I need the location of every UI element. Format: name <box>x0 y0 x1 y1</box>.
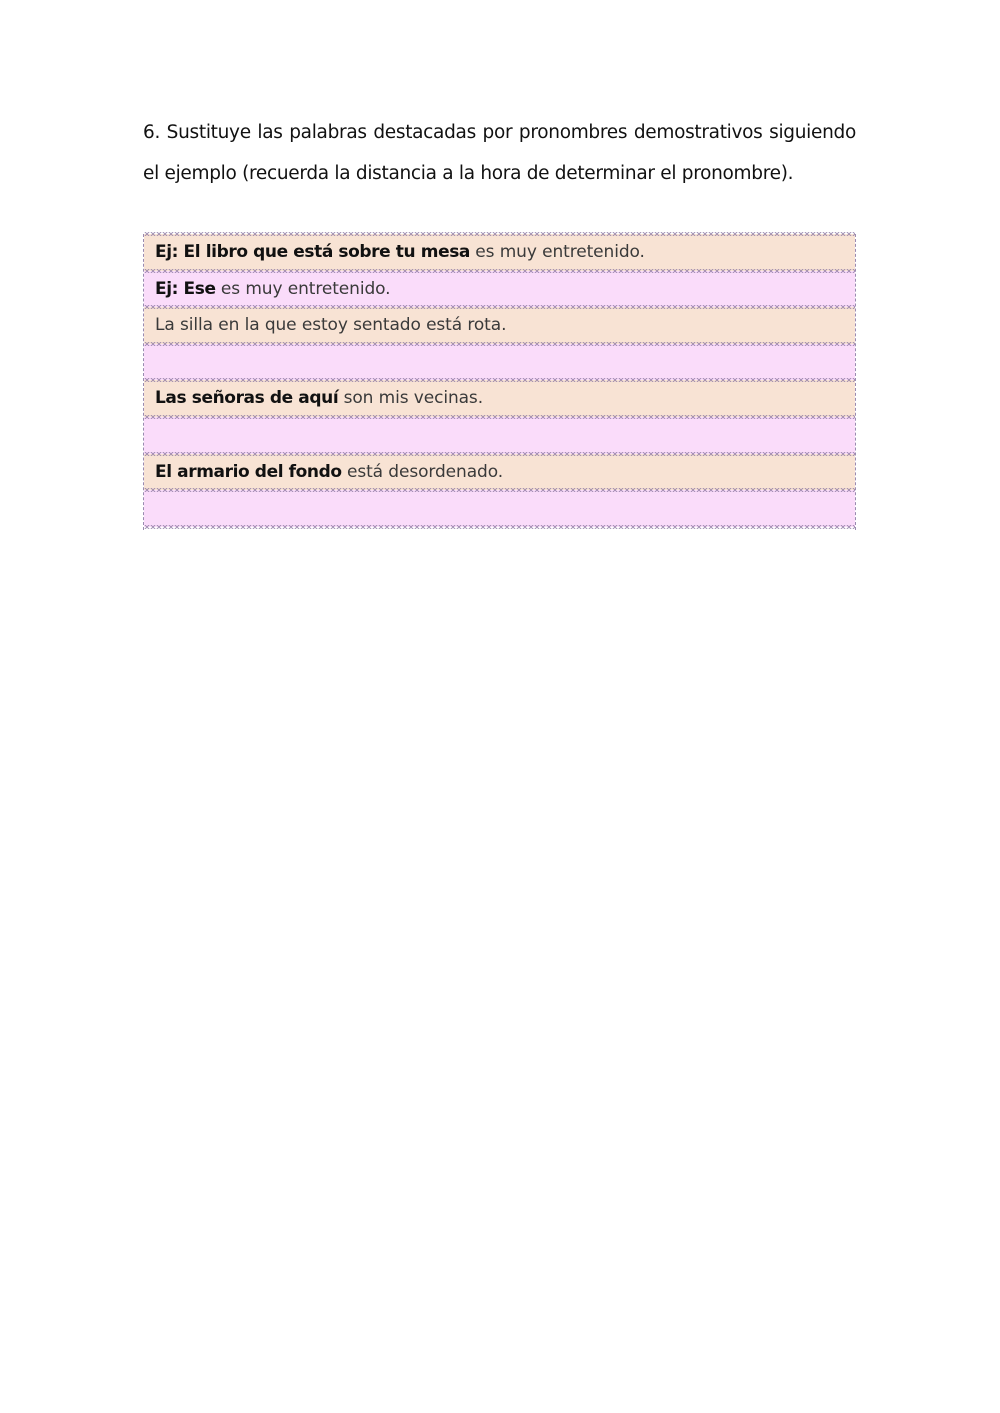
highlighted-words: Ej: Ese <box>155 278 216 299</box>
exercise-instruction: 6. Sustituye las palabras destacadas por pronombres demostrativos siguiendo el ejemplo (recuerda la distancia a la hora de determinar el pronombre). <box>143 122 856 184</box>
answer-row[interactable] <box>144 344 855 381</box>
sentence-rest: es muy entretenido. <box>470 242 645 262</box>
highlighted-words: Ej: El libro que está sobre tu mesa <box>155 242 470 262</box>
answer-row[interactable] <box>144 490 855 527</box>
sentence-rest: son mis vecinas. <box>338 388 483 409</box>
sentence-rest: es muy entretenido. <box>215 278 391 299</box>
sentence-rest: La silla en la que estoy sentado está rota. <box>155 315 507 336</box>
highlighted-words: Las señoras de aquí <box>155 388 339 409</box>
answer-row[interactable] <box>144 417 855 454</box>
highlighted-words: El armario del fondo <box>155 461 342 482</box>
example-answer-row <box>144 271 855 308</box>
exercise-table <box>143 234 856 530</box>
sentence-row <box>144 380 855 417</box>
example-sentence-row <box>144 234 855 271</box>
sentence-row <box>144 454 855 491</box>
sentence-row <box>144 307 855 344</box>
sentence-rest: está desordenado. <box>341 461 504 482</box>
